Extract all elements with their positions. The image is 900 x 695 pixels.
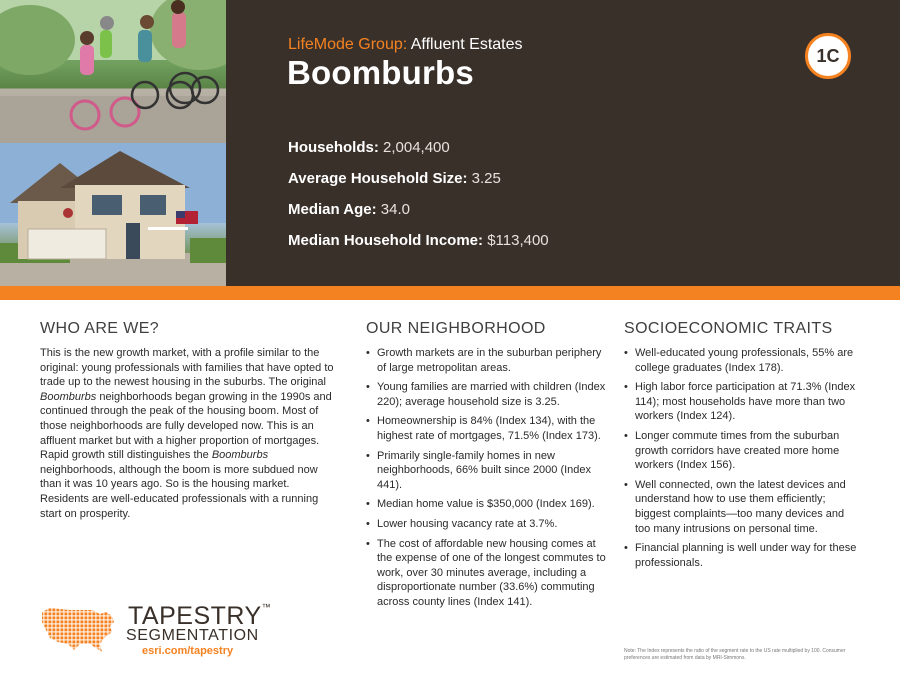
stat-label: Households: [288, 139, 379, 156]
stat-value: $113,400 [487, 232, 549, 249]
stat-label: Median Household Income: [288, 232, 484, 249]
who-are-we-section [40, 320, 340, 521]
segment-code-badge: 1C [805, 33, 851, 79]
stat-value: 3.25 [471, 170, 501, 187]
segment-stats [288, 138, 549, 262]
list-item: • Lower housing vacancy rate at 3.7%. [366, 517, 606, 532]
list-item: • Growth markets are in the suburban periphery of large metropolitan areas. [366, 346, 606, 375]
section-heading: WHO ARE WE? [40, 320, 160, 337]
logo-segmentation: SEGMENTATION [126, 627, 259, 644]
family-cycling-photo [0, 0, 226, 143]
accent-divider [0, 286, 900, 300]
logo-text: TAPESTRY [128, 602, 262, 630]
lifemode-label: LifeMode Group: [288, 36, 408, 53]
stat-households [288, 138, 549, 169]
stat-value: 34.0 [380, 201, 410, 218]
text-part: neighborhoods, although the boom is more subdued now than it was 10 years ago. So is the housing market. Residents are well-educated professionals with a running start on prosperity. [40, 463, 319, 520]
stat-median-age [288, 200, 549, 231]
usa-map-icon [40, 604, 120, 654]
text-part: neighborhoods began growing in the 1990s and continued through the peak of the housing boom. Most of those neighborhoods are fully developed now. This is an affluent market but with a higher proportion of mortgages. Rapid growth still distinguishes the [40, 390, 332, 462]
segment-name-emphasis: Boomburbs [40, 390, 97, 403]
lifemode-group [288, 36, 523, 54]
segment-title: Boomburbs [287, 54, 474, 91]
stat-value: 2,004,400 [383, 139, 450, 156]
list-item: • High labor force participation at 71.3% (Index 114); most households have more than two workers (Index 124). [624, 380, 860, 424]
header-banner [0, 0, 900, 286]
list-item: • Well connected, own the latest devices and understand how to use them efficiently; biggest complaints—too many devices and too many intrusions on personal time. [624, 478, 860, 536]
list-item: • Homeownership is 84% (Index 134), with the highest rate of mortgages, 71.5% (Index 173). [366, 414, 606, 443]
list-item: • Well-educated young professionals, 55% are college graduates (Index 178). [624, 346, 860, 375]
index-footnote: Note: The Index represents the ratio of the segment rate to the US rate multiplied by 100. Consumer preferences are estimated from data by MRI-Simmons. [624, 648, 846, 661]
list-item: • Longer commute times from the suburban growth corridors have created more home workers (Index 156). [624, 429, 860, 473]
socioeconomic-list [624, 346, 860, 570]
tapestry-segmentation-logo [40, 600, 270, 660]
section-heading: SOCIOECONOMIC TRAITS [624, 320, 833, 337]
stat-household-size [288, 169, 549, 200]
section-heading: OUR NEIGHBORHOOD [366, 320, 546, 337]
list-item: • Young families are married with children (Index 220); average household size is 3.25. [366, 380, 606, 409]
who-are-we-text [40, 346, 340, 521]
list-item: • The cost of affordable new housing comes at the expense of one of the longest commutes to work, over 30 minutes average, including a disproportionate number (33.6%) commuting across county lines (Index 141). [366, 537, 606, 610]
neighborhood-list [366, 346, 606, 610]
list-item: • Primarily single-family homes in new neighborhoods, 66% built since 2000 (Index 441). [366, 449, 606, 493]
our-neighborhood-section [366, 320, 606, 615]
text-part: This is the new growth market, with a profile similar to the original: young professionals with families that have opted to trade up to the newest housing in the suburbs. The original [40, 347, 334, 389]
suburban-house-photo [0, 143, 226, 286]
logo-url-link[interactable]: esri.com/tapestry [142, 645, 234, 657]
trademark-symbol: ™ [261, 602, 272, 612]
stat-median-income [288, 231, 549, 262]
list-item: • Financial planning is well under way for these professionals. [624, 541, 860, 570]
stat-label: Median Age: [288, 201, 377, 218]
lifemode-value: Affluent Estates [410, 36, 523, 53]
segment-name-emphasis: Boomburbs [211, 449, 269, 462]
socioeconomic-traits-section [624, 320, 860, 575]
list-item: • Median home value is $350,000 (Index 169). [366, 497, 606, 512]
stat-label: Average Household Size: [288, 170, 468, 187]
